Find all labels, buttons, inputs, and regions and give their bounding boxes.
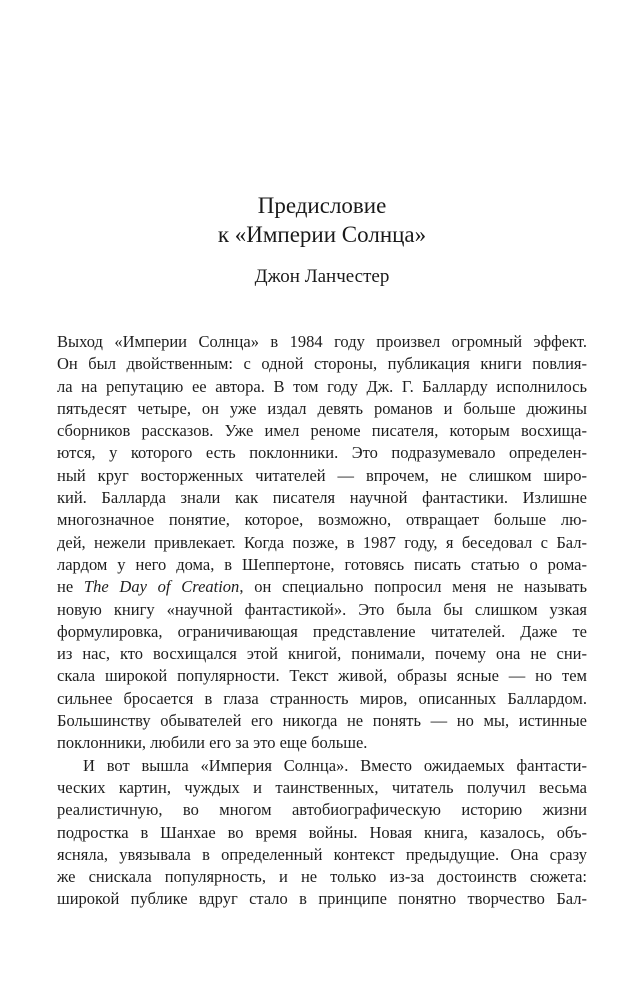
text-line: же снискала популярность, и не только из-за достоинств сюжета: (57, 867, 587, 887)
chapter-title (57, 191, 587, 249)
paragraph-2 (57, 755, 587, 911)
text-line: сборников рассказов. Уже имел реноме писателя, которым восхища- (57, 421, 587, 441)
text-line: подростка в Шанхае во время войны. Новая книга, казалось, объ- (57, 822, 587, 842)
text-segment: , он специально попросил меня не называть (239, 577, 587, 597)
body-text (57, 331, 587, 911)
text-line: ясняла, увязывала в определенный контекст предыдущие. Она сразу (57, 844, 587, 864)
text-line: многозначное понятие, которое, возможно, отвращает больше лю- (57, 510, 587, 530)
text-line: кий. Балларда знали как писателя научной фантастики. Излишне (57, 488, 587, 508)
book-title-italic: The Day of Creation (83, 577, 240, 597)
text-line: новую книгу «научной фантастикой». Это была бы слишком узкая (57, 599, 587, 619)
text-line: реалистичную, во многом автобиографическую историю жизни (57, 800, 587, 820)
text-line: Выход «Империи Солнца» в 1984 году произвел огромный эффект. (57, 332, 587, 351)
chapter-title-line-1: Предисловие (257, 193, 387, 218)
text-line: поклонники, любили его за это еще больше. (57, 733, 368, 753)
text-line: Он был двойственным: с одной стороны, публикация книги повлия- (57, 354, 587, 374)
text-line: ный круг восторженных читателей — впрочем, не слишком широ- (57, 465, 587, 485)
text-line: формулировка, ограничивающая представление читателей. Даже те (57, 621, 587, 641)
text-line-with-italic (57, 576, 587, 598)
text-line: сильнее бросается в глаза странность миров, описанных Баллардом. (57, 688, 587, 708)
paragraph-1 (57, 331, 587, 755)
chapter-title-line-2: к «Империи Солнца» (217, 222, 427, 247)
text-line: ла на репутацию ее автора. В том году Дж. Г. Балларду исполнилось (57, 376, 587, 396)
text-line: дей, нежели привлекает. Когда позже, в 1987 году, я беседовал с Бал- (57, 532, 587, 552)
text-line: скала широкой популярности. Текст живой, образы ясные — но тем (57, 666, 587, 686)
text-line: пятьдесят четыре, он уже издал девять романов и больше дюжины (57, 398, 587, 418)
author-name: Джон Ланчестер (254, 266, 390, 287)
text-line: ются, у которого есть поклонники. Это подразумевало определен- (57, 443, 587, 463)
text-line: И вот вышла «Империя Солнца». Вместо ожидаемых фантасти- (83, 755, 587, 775)
text-line: Большинству обывателей его никогда не понять — но мы, истинные (57, 711, 587, 731)
text-segment: не (57, 577, 84, 597)
text-line: из нас, кто восхищался этой книгой, понимали, почему она не сни- (57, 644, 587, 664)
text-line: ческих картин, чуждых и таинственных, читатель получил весьма (57, 777, 587, 797)
text-line: широкой публике вдруг стало в принципе понятно творчество Бал- (57, 889, 587, 909)
text-line: лардом у него дома, в Шеппертоне, готовясь писать статью о рома- (57, 554, 587, 574)
